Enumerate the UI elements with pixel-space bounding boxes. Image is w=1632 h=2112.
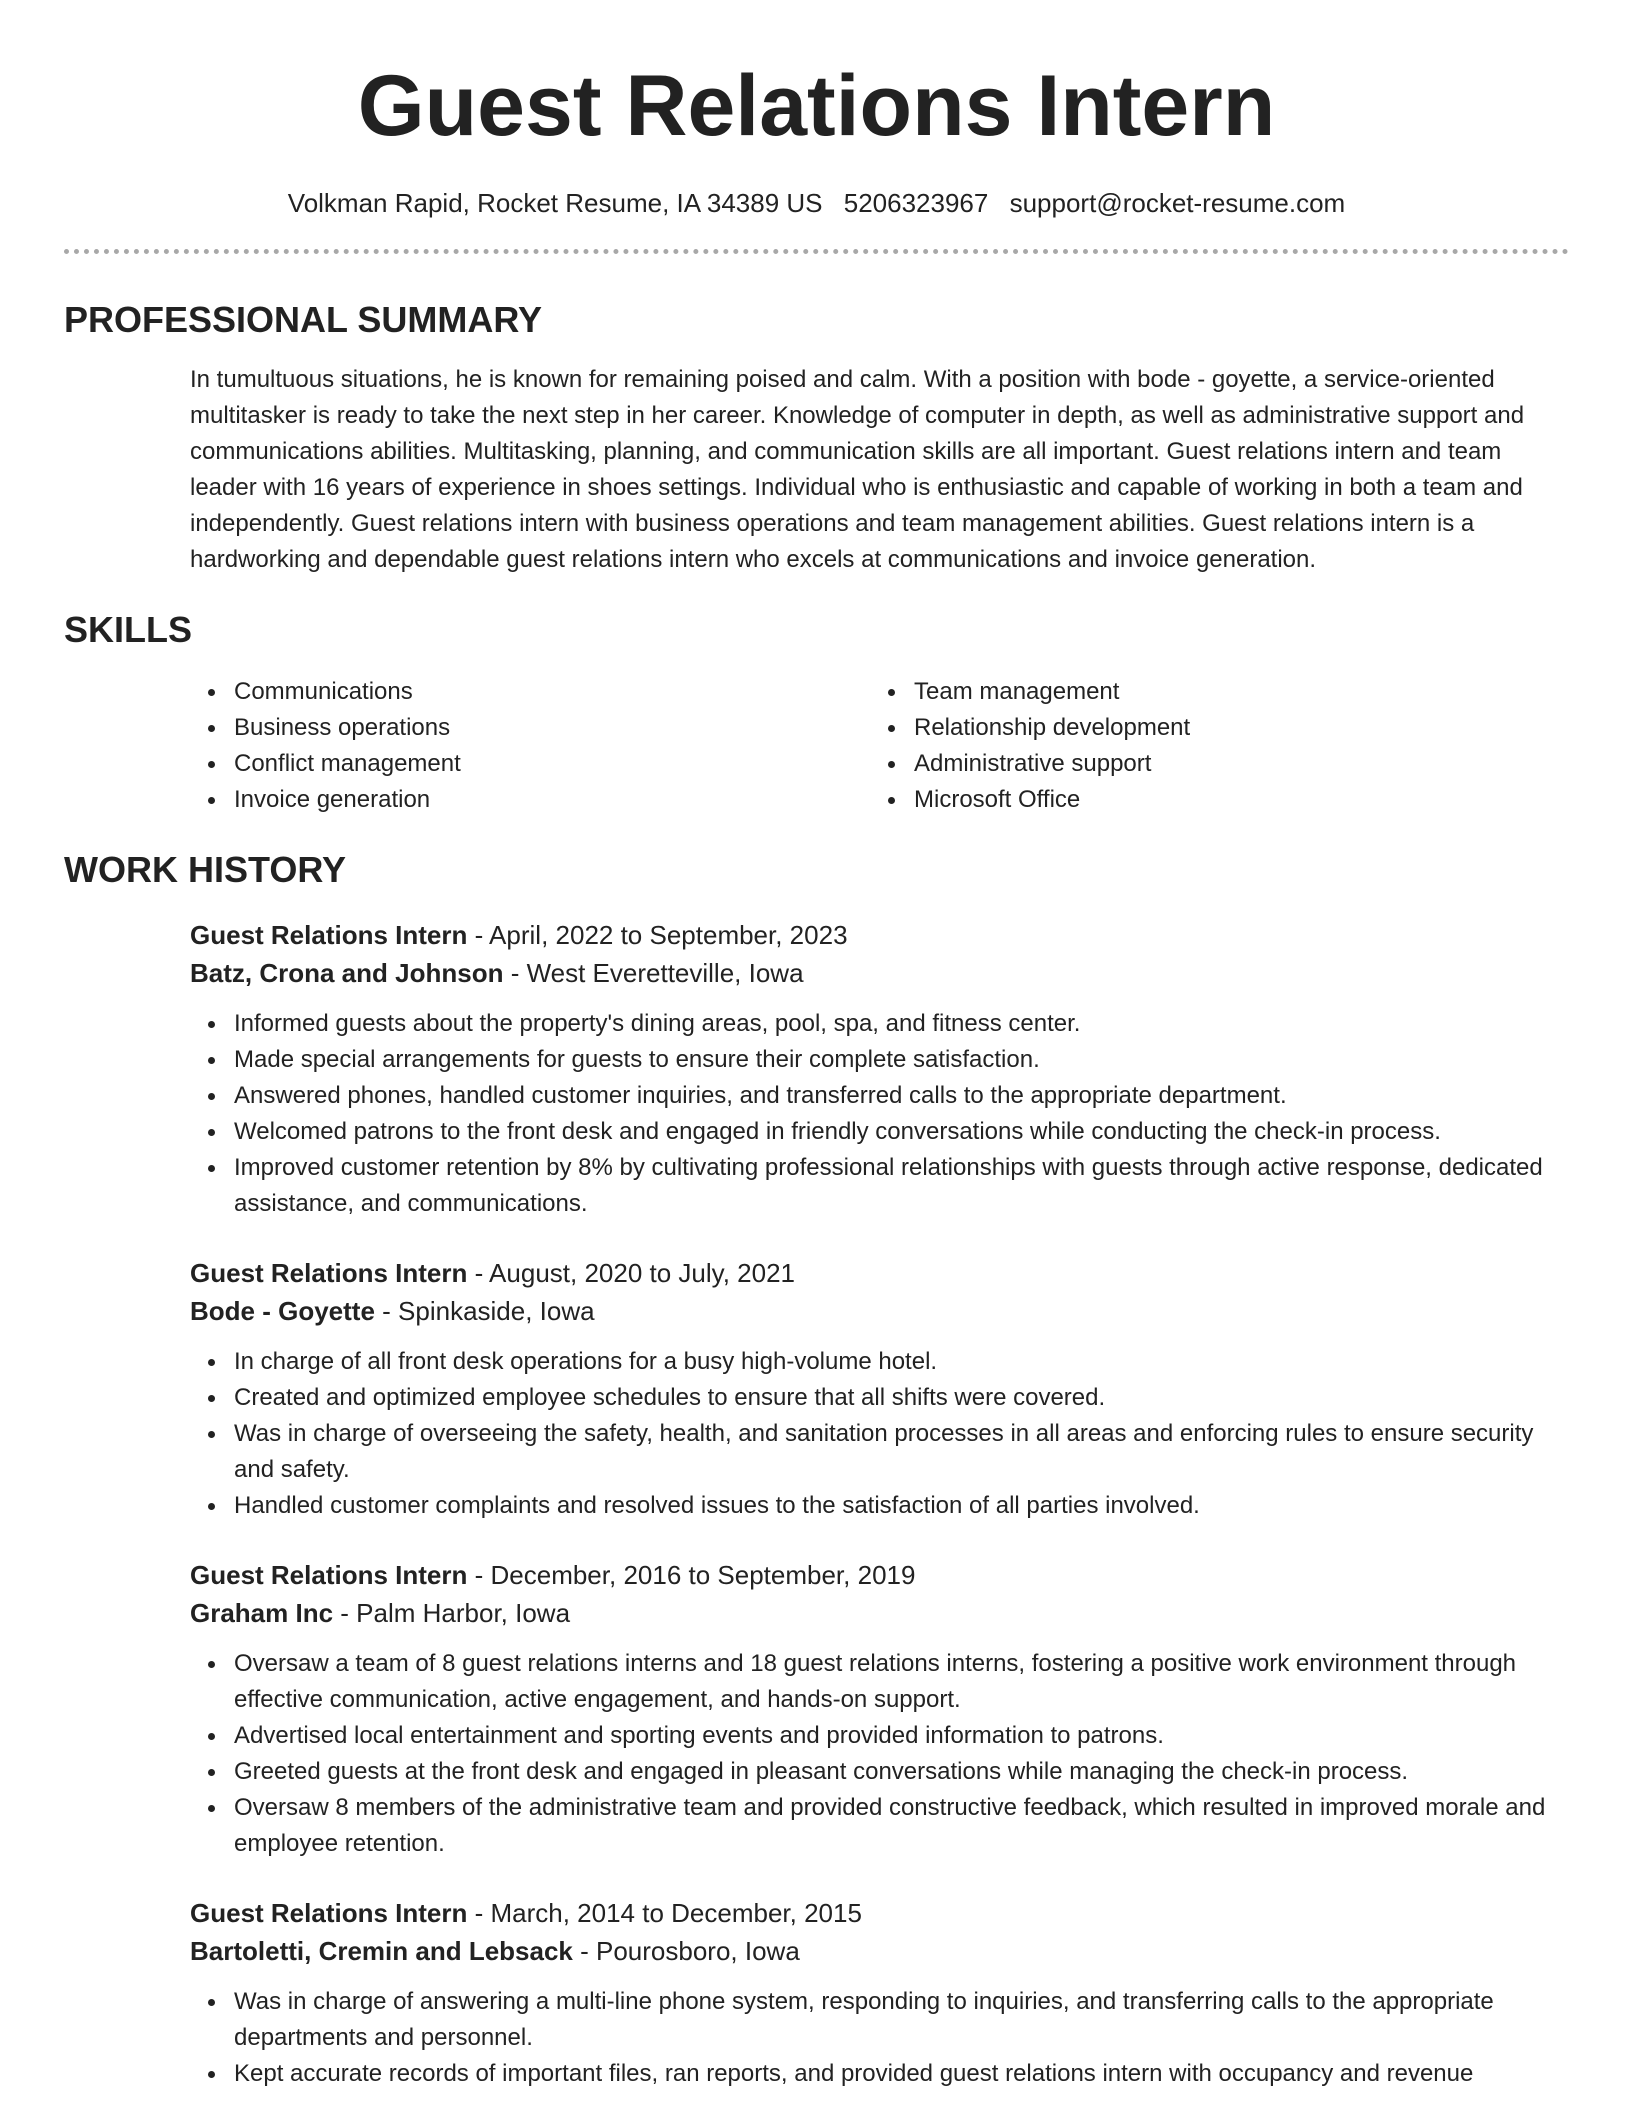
job-bullet: Handled customer complaints and resolved issues to the satisfaction of all parties involved. <box>190 1488 1569 1524</box>
job-role: Guest Relations Intern <box>190 1258 468 1288</box>
skill-item: Communications <box>190 674 870 710</box>
job-bullet: In charge of all front desk operations for a busy high-volume hotel. <box>190 1344 1569 1380</box>
job-bullet: Created and optimized employee schedules to ensure that all shifts were covered. <box>190 1380 1569 1416</box>
job-bullet: Oversaw 8 members of the administrative team and provided constructive feedback, which resulted in improved morale and employee retention. <box>190 1790 1569 1862</box>
job-bullets <box>64 1344 1569 1524</box>
skill-item: Conflict management <box>190 746 870 782</box>
job-company: Bartoletti, Cremin and Lebsack <box>190 1936 573 1966</box>
job-bullet: Answered phones, handled customer inquiries, and transferred calls to the appropriate department. <box>190 1078 1569 1114</box>
job-role: Guest Relations Intern <box>190 920 468 950</box>
contact-email: support@rocket-resume.com <box>1009 188 1346 218</box>
resume-name: Guest Relations Intern <box>357 58 1276 154</box>
contact-line <box>64 186 1569 220</box>
skills-list <box>190 674 1569 818</box>
job-entry <box>190 1894 1569 2092</box>
job-bullets <box>64 1646 1569 1862</box>
job-bullet: Advertised local entertainment and sporting events and provided information to patrons. <box>190 1718 1569 1754</box>
job-bullet: Greeted guests at the front desk and engaged in pleasant conversations while managing the check-in process. <box>190 1754 1569 1790</box>
job-title-line <box>190 1894 1569 1932</box>
skill-item: Microsoft Office <box>870 782 1550 818</box>
resume-page <box>64 0 1569 2092</box>
contact-address: Volkman Rapid, Rocket Resume, IA 34389 US <box>287 188 823 218</box>
job-bullet: Oversaw a team of 8 guest relations interns and 18 guest relations interns, fostering a positive work environment through effective communication, active engagement, and hands-on support. <box>190 1646 1569 1718</box>
job-bullet: Was in charge of overseeing the safety, health, and sanitation processes in all areas and enforcing rules to ensure security and safety. <box>190 1416 1569 1488</box>
job-bullets <box>64 1984 1569 2092</box>
job-title-line <box>190 1556 1569 1594</box>
job-company-line <box>190 1292 1569 1330</box>
job-bullet: Made special arrangements for guests to ensure their complete satisfaction. <box>190 1042 1569 1078</box>
job-bullet: Kept accurate records of important files, ran reports, and provided guest relations intern with occupancy and revenue <box>190 2056 1569 2092</box>
job-title-line <box>190 916 1569 954</box>
job-title-line <box>190 1254 1569 1292</box>
job-dates: - April, 2022 to September, 2023 <box>467 920 848 950</box>
skill-item: Business operations <box>190 710 870 746</box>
job-bullet: Informed guests about the property's dining areas, pool, spa, and fitness center. <box>190 1006 1569 1042</box>
job-company: Graham Inc <box>190 1598 334 1628</box>
contact-phone: 5206323967 <box>843 188 989 218</box>
job-dates: - December, 2016 to September, 2019 <box>467 1560 916 1590</box>
job-entry <box>190 1556 1569 1862</box>
job-bullet: Was in charge of answering a multi-line phone system, responding to inquiries, and transferring calls to the appropriate departments and personnel. <box>190 1984 1569 2056</box>
job-location: - Pourosboro, Iowa <box>572 1936 800 1966</box>
job-company: Batz, Crona and Johnson <box>190 958 504 988</box>
job-role: Guest Relations Intern <box>190 1898 468 1928</box>
job-bullet: Welcomed patrons to the front desk and engaged in friendly conversations while conducting the check-in process. <box>190 1114 1569 1150</box>
job-entry <box>190 916 1569 1222</box>
job-location: - Palm Harbor, Iowa <box>333 1598 571 1628</box>
header-divider <box>64 249 1569 254</box>
job-dates: - March, 2014 to December, 2015 <box>467 1898 862 1928</box>
summary-text: In tumultuous situations, he is known for remaining poised and calm. With a position with bode - goyette, a service-oriented multitasker is ready to take the next step in her career. Knowledge of computer in depth, as well as administrative support and communications abilities. Multitasking, planning, and communication skills are all important. Guest relations intern and team leader with 16 years of experience in shoes settings. Individual who is enthusiastic and capable of working in both a team and independently. Guest relations intern with business operations and team management abilities. Guest relations intern is a hardworking and dependable guest relations intern who excels at communications and invoice generation. <box>190 366 1525 573</box>
summary-heading: PROFESSIONAL SUMMARY <box>64 299 543 340</box>
job-location: - Spinkaside, Iowa <box>374 1296 595 1326</box>
job-company-line <box>190 954 1569 992</box>
job-bullets <box>64 1006 1569 1222</box>
job-location: - West Everetteville, Iowa <box>503 958 804 988</box>
job-company: Bode - Goyette <box>190 1296 375 1326</box>
job-dates: - August, 2020 to July, 2021 <box>467 1258 796 1288</box>
skills-column-left <box>190 674 870 818</box>
skills-column-right <box>870 674 1550 818</box>
skill-item: Team management <box>870 674 1550 710</box>
job-company-line <box>190 1594 1569 1632</box>
skills-heading: SKILLS <box>64 609 193 650</box>
skill-item: Invoice generation <box>190 782 870 818</box>
skill-item: Administrative support <box>870 746 1550 782</box>
job-company-line <box>190 1932 1569 1970</box>
job-entry <box>190 1254 1569 1524</box>
job-bullet: Improved customer retention by 8% by cultivating professional relationships with guests through active response, dedicated assistance, and communications. <box>190 1150 1569 1222</box>
skill-item: Relationship development <box>870 710 1550 746</box>
work-history-heading: WORK HISTORY <box>64 849 347 890</box>
job-role: Guest Relations Intern <box>190 1560 468 1590</box>
